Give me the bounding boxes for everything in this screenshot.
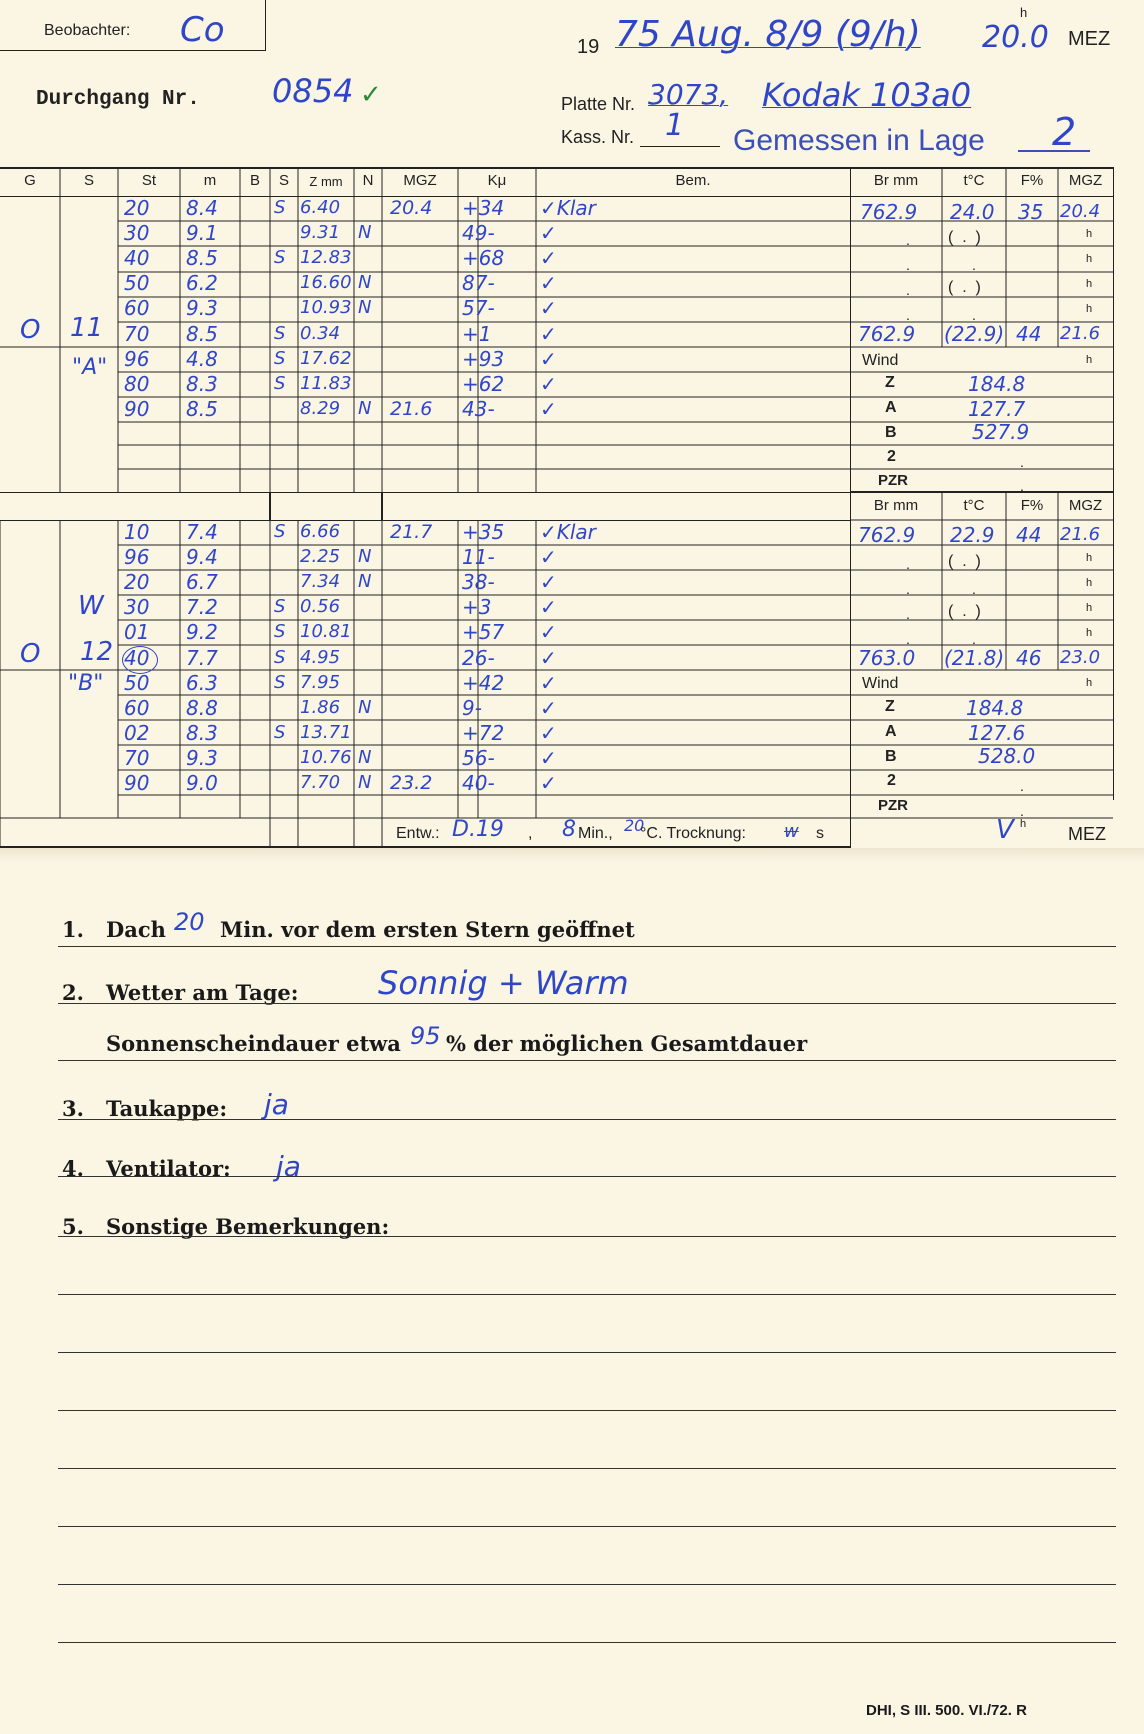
block2-a-value: 127.6 [968,721,1026,745]
q2-value: Sonnig + Warm [378,964,629,1002]
row-cell-n: N [358,397,372,419]
col-header-s2: S [278,172,289,189]
entw-value: D.19 [452,817,504,842]
temp-value: 20 [624,816,645,835]
row-cell-k: +62 [462,371,505,396]
col-header-b: B [249,172,260,189]
block2-env-mgz1: 21.6 [1060,524,1101,545]
row-cell-bem: ✓ [540,720,557,745]
row-cell-bem: ✓ [540,296,557,321]
row-cell-z: 6.40 [300,197,341,218]
col-header-m: m [203,172,217,189]
remarks-line [58,1526,1116,1527]
row-cell-mgz: 21.7 [390,521,433,543]
row-cell-z: 9.31 [300,222,341,244]
row-cell-k: 40- [462,771,495,795]
row-cell-z: 7.95 [300,671,341,693]
row-cell-st: 10 [124,520,150,544]
block2-z-label: Z [885,698,895,715]
observer-value: Co [180,10,225,50]
q1-suffix: Min. vor dem ersten Stern geöffnet [220,917,635,942]
block1-env-br6: 762.9 [858,322,916,346]
hour-superscript: h [1020,5,1028,20]
remarks-line [58,1642,1116,1643]
q1-value: 20 [174,908,205,936]
remarks-line [58,1410,1116,1411]
year-prefix: 19 [577,36,600,58]
row-cell-k: +68 [462,246,505,271]
row-cell-m: 9.3 [186,745,218,770]
col-header-s: S [83,172,94,189]
block2-env-t6: (21.8) [944,646,1005,670]
row-cell-m: 9.3 [186,296,218,321]
row-cell-st: 20 [124,196,150,220]
block2-pzr-label: PZR [878,797,908,814]
block1-env-f1: 35 [1018,200,1044,224]
row-cell-st: 40 [124,645,150,670]
q3-number: 3. [62,1096,84,1121]
row-cell-st: 50 [124,271,150,296]
row-cell-z: 16.60 [300,272,352,294]
row-cell-z: 10.81 [300,621,352,643]
transit-label: Durchgang Nr. [36,88,200,111]
env-dot: . [972,307,976,323]
env-dot: . [1020,803,1024,819]
row-cell-st: 60 [124,695,150,720]
row-cell-bem: ✓Klar [540,196,596,220]
env-header-br: Br mm [873,172,919,189]
footer-h: h [1020,818,1027,830]
q2b-suffix: % der möglichen Gesamtdauer [446,1031,808,1056]
block2-z-value: 184.8 [966,696,1024,720]
row-cell-n: N [358,297,372,319]
row-cell-k: +35 [462,520,505,544]
block2-env-mgz6: 23.0 [1060,647,1101,668]
row-cell-s: S [274,322,286,344]
row-cell-bem: ✓ [540,271,557,296]
q2b-prefix: Sonnenscheindauer etwa [106,1031,401,1056]
env-header-mgz: MGZ [1068,172,1103,189]
row-cell-k: +72 [462,720,505,745]
row-cell-m: 9.2 [186,620,218,645]
block2-two-label: 2 [887,772,896,789]
q4-value: ja [276,1150,301,1183]
row-cell-k: +93 [462,346,505,371]
cassette-label: Kass. Nr. [561,127,635,147]
observer-label: Beobachter: [44,22,131,39]
env-dot: . [906,232,910,248]
env-header-t-2: t°C [963,497,985,514]
row-cell-bem: ✓ [540,371,557,396]
q2b-value: 95 [410,1022,441,1050]
remarks-line [58,1468,1116,1469]
row-cell-s: S [274,247,286,269]
block1-a-value: 127.7 [968,397,1026,421]
env-dot: . [972,631,976,647]
row-cell-bem: ✓ [540,346,557,371]
row-cell-mgz: 20.4 [390,197,433,219]
row-cell-m: 8.3 [186,720,218,745]
row-cell-z: 12.83 [300,247,352,269]
block1-env-t1: 24.0 [950,200,995,224]
block1-s: 11 [70,313,104,343]
row-cell-m: 8.3 [186,371,218,396]
row-cell-m: 4.8 [186,346,218,371]
time-value: 20.0 [982,20,1049,55]
row-cell-m: 6.7 [186,570,218,595]
q2b-line [58,1060,1116,1061]
env-h: h [1086,627,1093,639]
q3-line [58,1119,1116,1120]
col-header-bem: Bem. [675,172,711,189]
q5-line [58,1236,1116,1237]
row-cell-m: 9.4 [186,545,218,570]
block2-g: O [20,639,41,669]
block2-b-value: 528.0 [978,744,1036,768]
row-cell-st: 02 [124,720,150,745]
row-cell-z: 7.34 [300,571,341,593]
row-cell-m: 8.4 [186,196,218,220]
row-cell-st: 30 [124,221,150,246]
env-header-t: t°C [963,172,985,189]
row-cell-bem: ✓ [540,695,557,720]
block2-env-br6: 763.0 [858,646,916,670]
row-cell-k: +3 [462,595,492,620]
row-cell-bem: ✓ [540,246,557,271]
row-cell-z: 13.71 [300,721,352,743]
col-header-n: N [362,172,374,189]
block2-env-f1: 44 [1016,523,1042,547]
row-cell-st: 90 [124,396,150,421]
q2-label: Wetter am Tage: [106,980,299,1005]
col-header-st: St [141,172,157,189]
block1-two-label: 2 [887,448,896,465]
row-cell-n: N [358,571,372,593]
row-cell-m: 8.5 [186,396,218,421]
row-cell-mgz: 23.2 [390,772,433,794]
env-dot: . [906,631,910,647]
row-cell-m: 6.2 [186,271,218,296]
min-label: Min., [578,825,613,842]
plate-value: 3073, [648,78,729,111]
block1-env-f6: 44 [1016,322,1042,346]
row-cell-st: 01 [124,620,150,645]
row-cell-s: S [274,596,286,618]
row-cell-st: 80 [124,371,150,396]
form-code: DHI, S III. 500. VI./72. R [866,1702,1027,1719]
row-cell-st: 60 [124,296,150,321]
plate-type: Kodak 103a0 [762,76,972,114]
q3-label: Taukappe: [106,1096,228,1121]
env-h: h [1086,552,1093,564]
env-dot: . [906,556,910,572]
row-cell-k: +1 [462,321,492,346]
q1-number: 1. [62,917,84,942]
row-cell-m: 7.2 [186,595,218,620]
row-cell-m: 6.3 [186,670,218,695]
row-cell-bem: ✓ [540,396,557,421]
block1-z-value: 184.8 [968,372,1026,396]
row-cell-s: S [274,621,286,643]
env-h: h [1086,354,1093,366]
row-cell-st: 30 [124,595,150,620]
row-cell-k: 26- [462,645,495,670]
block1-env-mgz1: 20.4 [1060,201,1101,222]
row-cell-bem: ✓ [540,221,557,246]
block2-env-t1: 22.9 [950,523,995,547]
block1-s-sub: "A" [72,355,108,380]
row-cell-bem: ✓ [540,595,557,620]
cassette-value: 1 [665,108,685,143]
block1-g: O [20,315,41,345]
row-cell-st: 20 [124,570,150,595]
row-cell-z: 6.66 [300,521,341,542]
env-paren: ( . ) [948,279,981,296]
env-h: h [1086,677,1093,689]
row-cell-n: N [358,772,372,793]
block2-s-top: W [78,591,104,621]
row-cell-s: S [274,721,286,743]
env-h: h [1086,278,1093,290]
date-value: 75 Aug. 8/9 (9/h) [615,14,921,55]
env-dot: . [906,307,910,323]
row-cell-st: 40 [124,246,150,271]
env-h: h [1086,303,1093,315]
row-cell-z: 7.70 [300,772,341,793]
block1-a-label: A [885,399,897,416]
dry-s-label: s [816,825,824,842]
row-cell-bem: ✓Klar [540,520,596,544]
row-cell-k: 38- [462,570,495,595]
env-h: h [1086,228,1093,240]
row-cell-z: 4.95 [300,646,341,668]
row-cell-k: +57 [462,620,505,645]
block2-env-f6: 46 [1016,646,1042,670]
row-cell-st: 70 [124,321,150,346]
remarks-line [58,1352,1116,1353]
q3-value: ja [264,1088,289,1121]
block1-env-mgz6: 21.6 [1060,323,1101,344]
row-cell-st: 70 [124,745,150,770]
block2-a-label: A [885,723,897,740]
q4-label: Ventilator: [106,1156,231,1181]
row-cell-k: 43- [462,396,495,421]
row-cell-bem: ✓ [540,321,557,346]
env-h: h [1086,602,1093,614]
remarks-line [58,1584,1116,1585]
card-edge [0,848,1144,862]
row-cell-z: 8.29 [300,397,341,419]
env-h: h [1086,253,1093,265]
row-cell-bem: ✓ [540,620,557,645]
env-header-f: F% [1020,172,1044,189]
remarks-line [58,1294,1116,1295]
block2-s: 12 [80,637,114,667]
row-cell-bem: ✓ [540,645,557,670]
env-h: h [1086,577,1093,589]
q1-line [58,946,1116,947]
footer-comma: , [528,825,533,842]
row-cell-z: 0.34 [300,322,341,344]
row-cell-z: 1.86 [300,696,341,718]
row-cell-m: 8.5 [186,321,218,346]
row-cell-k: 87- [462,271,495,296]
q5-number: 5. [62,1214,84,1239]
row-cell-k: 9- [462,695,482,720]
row-cell-st: 90 [124,771,150,795]
env-paren: ( . ) [948,603,981,620]
env-dot: . [1020,778,1024,794]
row-cell-s: S [274,347,286,369]
row-cell-bem: ✓ [540,670,557,695]
env-paren: ( . ) [948,553,981,570]
row-cell-k: 57- [462,296,495,321]
row-cell-s: S [274,646,286,668]
block1-b-label: B [885,424,897,441]
temp-label: °C. Trocknung: [640,825,746,842]
block2-wind-label: Wind [862,675,899,692]
q2-number: 2. [62,980,84,1005]
env-header-br-2: Br mm [873,497,919,514]
block1-env-t6: (22.9) [944,322,1005,346]
row-cell-k: +34 [462,196,505,220]
col-header-zmm: Z mm [309,174,343,189]
row-cell-n: N [358,222,372,244]
block2-env-br1: 762.9 [858,523,916,547]
row-cell-z: 11.83 [300,372,352,394]
env-dot: . [906,581,910,597]
measured-value: 2 [1052,110,1077,154]
row-cell-z: 0.56 [300,596,341,618]
q4-line [58,1176,1116,1177]
block2-b-label: B [885,748,897,765]
row-cell-st: 50 [124,670,150,695]
row-cell-s: S [274,521,286,542]
q5-label: Sonstige Bemerkungen: [106,1214,390,1239]
row-cell-z: 2.25 [300,546,341,568]
min-value: 8 [562,817,576,842]
row-cell-n: N [358,272,372,294]
dry-value: w [784,821,799,842]
env-dot: . [906,606,910,622]
env-dot: . [972,581,976,597]
row-cell-n: N [358,546,372,568]
row-cell-m: 8.8 [186,695,218,720]
block1-b-value: 527.9 [972,420,1030,444]
time-zone-label: MEZ [1068,28,1111,50]
block1-pzr-label: PZR [878,472,908,489]
row-cell-s: S [274,671,286,693]
row-cell-bem: ✓ [540,745,557,770]
plate-label: Platte Nr. [561,94,636,114]
block2-s-sub: "B" [68,671,104,696]
env-dot: . [906,282,910,298]
row-cell-z: 17.62 [300,347,352,369]
row-cell-k: 11- [462,545,495,570]
transit-check: ✓ [360,80,382,110]
row-cell-k: 49- [462,221,495,246]
env-dot: . [906,257,910,273]
env-dot: . [1020,478,1024,494]
row-cell-s: S [274,372,286,394]
row-cell-n: N [358,746,372,768]
q4-number: 4. [62,1156,84,1181]
row-cell-s: S [274,197,286,218]
q1-prefix: Dach [106,917,166,942]
col-header-mgz: MGZ [403,172,437,189]
row-cell-n: N [358,696,372,718]
row-cell-st: 96 [124,545,150,570]
row-cell-z: 10.93 [300,297,352,319]
row-cell-m: 7.4 [186,520,218,544]
row-cell-m: 8.5 [186,246,218,271]
row-cell-bem: ✓ [540,771,557,795]
row-cell-mgz: 21.6 [390,397,433,420]
row-cell-bem: ✓ [540,545,557,570]
row-cell-m: 9.1 [186,221,218,246]
transit-value: 0854 [272,72,354,110]
row-cell-k: +42 [462,670,505,695]
col-header-g: G [24,172,36,189]
q2-line [58,1003,1116,1004]
end-mark: V [996,815,1014,845]
row-cell-k: 56- [462,745,495,770]
footer-mez: MEZ [1068,824,1106,844]
entw-label: Entw.: [396,825,440,842]
row-cell-z: 10.76 [300,746,352,768]
row-cell-st: 96 [124,346,150,371]
block1-wind-label: Wind [862,352,899,369]
row-cell-m: 7.7 [186,645,218,670]
block1-z-label: Z [885,374,895,391]
env-header-mgz-2: MGZ [1068,497,1103,514]
block1-env-br1: 762.9 [860,200,918,224]
col-header-kmu: Kμ [487,172,507,189]
measured-label: Gemessen in Lage [733,124,985,157]
env-dot: . [972,257,976,273]
row-cell-m: 9.0 [186,771,218,795]
row-cell-bem: ✓ [540,570,557,595]
env-header-f-2: F% [1020,497,1044,514]
env-dot: . [1020,454,1024,470]
env-paren: ( . ) [948,229,981,246]
